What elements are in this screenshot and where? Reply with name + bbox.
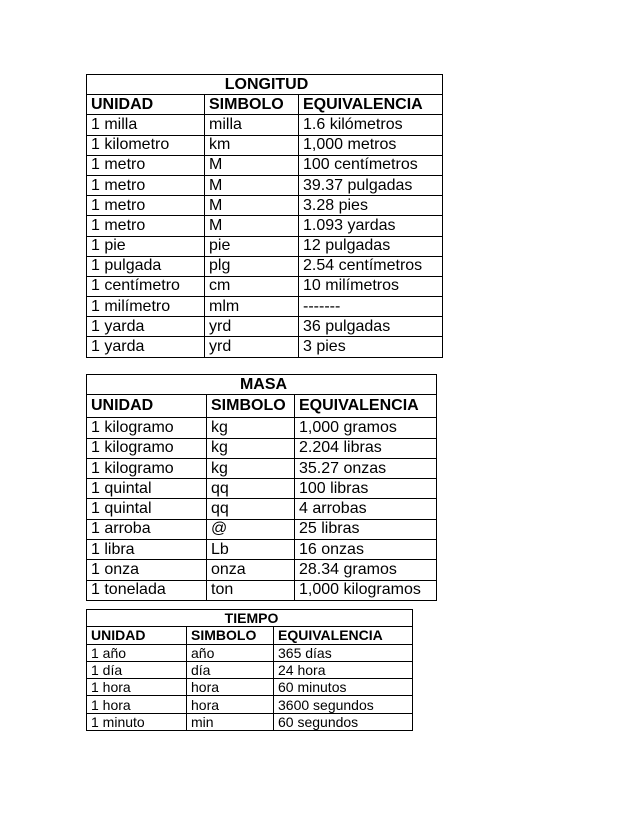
table-cell: yrd bbox=[205, 337, 299, 357]
column-header: EQUIVALENCIA bbox=[274, 627, 413, 644]
table-cell: 1 metro bbox=[87, 216, 205, 236]
column-header: SIMBOLO bbox=[187, 627, 274, 644]
table-cell: M bbox=[205, 216, 299, 236]
table-header-row bbox=[87, 627, 413, 644]
table-cell: km bbox=[205, 135, 299, 155]
table-cell: 1 yarda bbox=[87, 337, 205, 357]
masa-table bbox=[86, 374, 437, 601]
table-row bbox=[87, 458, 437, 478]
table-row bbox=[87, 256, 443, 276]
table-cell: cm bbox=[205, 276, 299, 296]
table-cell: @ bbox=[207, 519, 295, 539]
table-cell: kg bbox=[207, 438, 295, 458]
table-row bbox=[87, 135, 443, 155]
table-cell: 1 pie bbox=[87, 236, 205, 256]
table-cell: 1 metro bbox=[87, 155, 205, 175]
table-row bbox=[87, 337, 443, 357]
table-cell: 365 días bbox=[274, 644, 413, 661]
table-cell: 1 minuto bbox=[87, 713, 187, 730]
table-row bbox=[87, 644, 413, 661]
table-cell: 1 hora bbox=[87, 696, 187, 713]
table-cell: 1.6 kilómetros bbox=[299, 115, 443, 135]
table-row bbox=[87, 560, 437, 580]
table-cell: 1 arroba bbox=[87, 519, 207, 539]
table-title: MASA bbox=[87, 375, 437, 395]
table-cell: qq bbox=[207, 479, 295, 499]
table-cell: 1 kilogramo bbox=[87, 438, 207, 458]
table-cell: 1.093 yardas bbox=[299, 216, 443, 236]
table-cell: 1 año bbox=[87, 644, 187, 661]
table-cell: 1 pulgada bbox=[87, 256, 205, 276]
table-cell: kg bbox=[207, 418, 295, 438]
table-cell: 1,000 gramos bbox=[295, 418, 437, 438]
table-row bbox=[87, 696, 413, 713]
table-row bbox=[87, 276, 443, 296]
table-cell: 3600 segundos bbox=[274, 696, 413, 713]
table-cell: pie bbox=[205, 236, 299, 256]
column-header: UNIDAD bbox=[87, 95, 205, 115]
table-row bbox=[87, 713, 413, 730]
table-cell: 16 onzas bbox=[295, 540, 437, 560]
table-row bbox=[87, 661, 413, 678]
table-header-row bbox=[87, 395, 437, 418]
table-cell: 1 metro bbox=[87, 196, 205, 216]
table-cell: 3.28 pies bbox=[299, 196, 443, 216]
table-cell: 1 kilometro bbox=[87, 135, 205, 155]
table-row bbox=[87, 216, 443, 236]
table-cell: 1 milímetro bbox=[87, 297, 205, 317]
table-cell: M bbox=[205, 155, 299, 175]
table-cell: 100 libras bbox=[295, 479, 437, 499]
table-cell: mlm bbox=[205, 297, 299, 317]
table-row bbox=[87, 479, 437, 499]
longitud-table bbox=[86, 74, 443, 358]
table-title: TIEMPO bbox=[87, 610, 413, 627]
table-cell: 100 centímetros bbox=[299, 155, 443, 175]
table-cell: 1 tonelada bbox=[87, 580, 207, 600]
table-row bbox=[87, 175, 443, 195]
table-cell: 10 milímetros bbox=[299, 276, 443, 296]
table-title-row bbox=[87, 610, 413, 627]
column-header: SIMBOLO bbox=[207, 395, 295, 418]
table-row bbox=[87, 499, 437, 519]
table-cell: yrd bbox=[205, 317, 299, 337]
table-cell: 1 kilogramo bbox=[87, 418, 207, 438]
table-row bbox=[87, 679, 413, 696]
table-cell: 1 kilogramo bbox=[87, 458, 207, 478]
table-cell: M bbox=[205, 196, 299, 216]
table-cell: 1 milla bbox=[87, 115, 205, 135]
table-cell: 1 metro bbox=[87, 175, 205, 195]
table-cell: 1,000 kilogramos bbox=[295, 580, 437, 600]
table-title: LONGITUD bbox=[87, 75, 443, 95]
table-cell: kg bbox=[207, 458, 295, 478]
table-row bbox=[87, 236, 443, 256]
table-cell: 25 libras bbox=[295, 519, 437, 539]
column-header: UNIDAD bbox=[87, 627, 187, 644]
column-header: EQUIVALENCIA bbox=[299, 95, 443, 115]
table-row bbox=[87, 438, 437, 458]
table-cell: 39.37 pulgadas bbox=[299, 175, 443, 195]
table-row bbox=[87, 196, 443, 216]
table-cell: plg bbox=[205, 256, 299, 276]
table-cell: Lb bbox=[207, 540, 295, 560]
table-cell: 1 libra bbox=[87, 540, 207, 560]
table-row bbox=[87, 540, 437, 560]
table-cell: hora bbox=[187, 679, 274, 696]
table-cell: 1 día bbox=[87, 661, 187, 678]
table-cell: 1 hora bbox=[87, 679, 187, 696]
table-cell: qq bbox=[207, 499, 295, 519]
table-cell: 1,000 metros bbox=[299, 135, 443, 155]
table-cell: 60 segundos bbox=[274, 713, 413, 730]
table-title-row bbox=[87, 75, 443, 95]
table-row bbox=[87, 580, 437, 600]
table-cell: min bbox=[187, 713, 274, 730]
table-cell: día bbox=[187, 661, 274, 678]
table-row bbox=[87, 418, 437, 438]
table-header-row bbox=[87, 95, 443, 115]
table-row bbox=[87, 317, 443, 337]
column-header: UNIDAD bbox=[87, 395, 207, 418]
table-cell: año bbox=[187, 644, 274, 661]
table-cell: 12 pulgadas bbox=[299, 236, 443, 256]
table-cell: ton bbox=[207, 580, 295, 600]
table-cell: 2.54 centímetros bbox=[299, 256, 443, 276]
table-cell: 1 quintal bbox=[87, 479, 207, 499]
table-cell: 35.27 onzas bbox=[295, 458, 437, 478]
table-cell: 3 pies bbox=[299, 337, 443, 357]
table-cell: 1 centímetro bbox=[87, 276, 205, 296]
table-row bbox=[87, 297, 443, 317]
table-cell: 1 yarda bbox=[87, 317, 205, 337]
table-cell: ------- bbox=[299, 297, 443, 317]
table-cell: 4 arrobas bbox=[295, 499, 437, 519]
table-cell: onza bbox=[207, 560, 295, 580]
column-header: SIMBOLO bbox=[205, 95, 299, 115]
table-cell: 28.34 gramos bbox=[295, 560, 437, 580]
table-cell: hora bbox=[187, 696, 274, 713]
table-row bbox=[87, 519, 437, 539]
table-cell: 60 minutos bbox=[274, 679, 413, 696]
table-row bbox=[87, 155, 443, 175]
table-row bbox=[87, 115, 443, 135]
table-cell: 36 pulgadas bbox=[299, 317, 443, 337]
table-cell: M bbox=[205, 175, 299, 195]
table-cell: milla bbox=[205, 115, 299, 135]
table-cell: 24 hora bbox=[274, 661, 413, 678]
tiempo-table bbox=[86, 609, 413, 731]
table-cell: 1 onza bbox=[87, 560, 207, 580]
table-cell: 1 quintal bbox=[87, 499, 207, 519]
table-title-row bbox=[87, 375, 437, 395]
table-cell: 2.204 libras bbox=[295, 438, 437, 458]
column-header: EQUIVALENCIA bbox=[295, 395, 437, 418]
